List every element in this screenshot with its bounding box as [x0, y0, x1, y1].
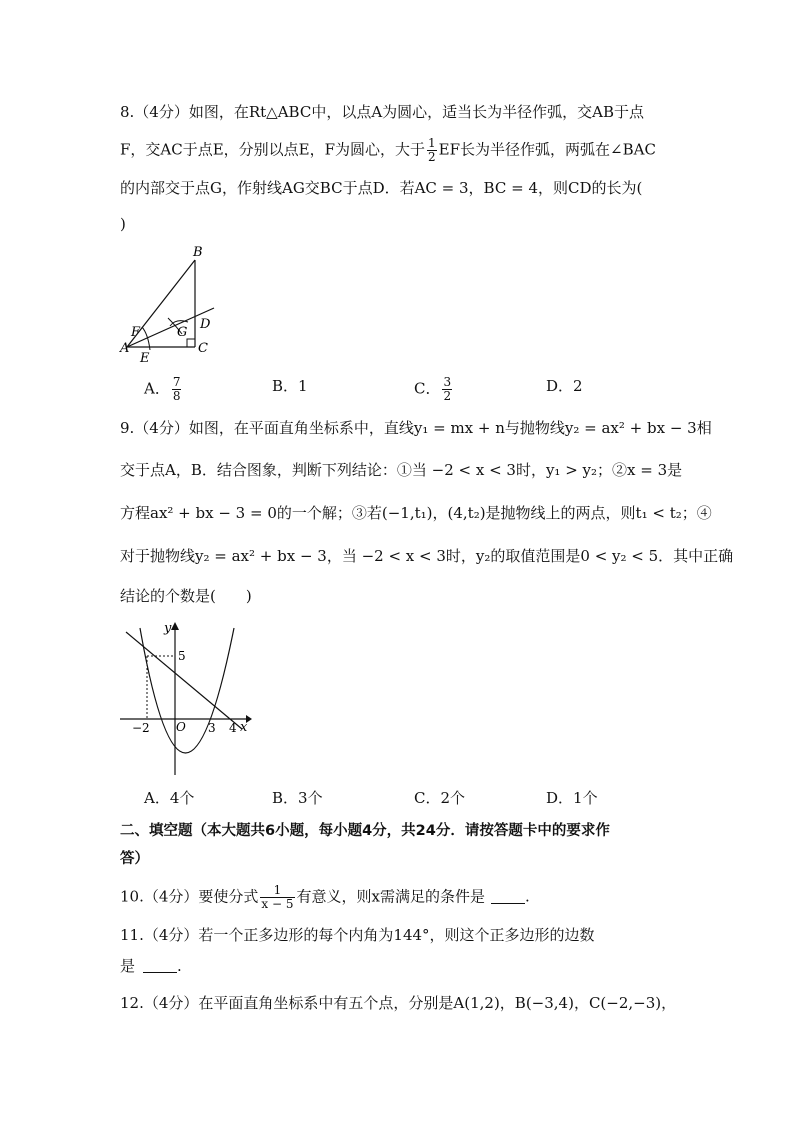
- q11-answer-blank[interactable]: [143, 958, 177, 973]
- q10-text-a: 10.（4分）要使分式: [120, 887, 259, 906]
- q8-line-2: [120, 137, 656, 164]
- q9-line-3: 方程ax² + bx − 3 = 0的一个解；③若(−1,t₁)，(4,t₂)是抛物线上的两点，则t₁ < t₂；④: [120, 504, 712, 522]
- q11-text-b: .: [177, 957, 182, 975]
- q10-frac-den: x − 5: [261, 897, 294, 911]
- label-origin: O: [176, 720, 186, 734]
- q9-line-4: 对于抛物线y₂ = ax² + bx − 3，当 −2 < x < 3时，y₂的取值范围是0 < y₂ < 5．其中正确: [120, 547, 734, 565]
- q8-option-a-den: 8: [172, 389, 181, 403]
- q10-fraction: [260, 884, 294, 911]
- q8-option-c-label: C．: [414, 379, 441, 398]
- q8-line-4: ): [120, 215, 126, 233]
- q8-line-2-a: F，交AC于点E，分别以点E，F为圆心，大于: [120, 140, 426, 159]
- label-x-axis: x: [240, 720, 248, 735]
- q8-option-c: [414, 376, 454, 403]
- q10-frac-num: 1: [260, 884, 294, 898]
- q8-frac-num: 1: [428, 136, 436, 150]
- q8-line-3: 的内部交于点G，作射线AG交BC于点D．若AC = 3，BC = 4，则CD的长为(: [120, 179, 643, 197]
- q8-option-c-num: 3: [443, 375, 452, 389]
- q11-line-2: [120, 956, 182, 976]
- q10-text-b: 有意义，则x需满足的条件是: [296, 887, 485, 906]
- q10-answer-blank[interactable]: [491, 889, 525, 904]
- section-2-heading-line-1: 二、填空题（本大题共6小题，每小题4分，共24分．请按答题卡中的要求作: [120, 823, 610, 839]
- q8-option-a-frac: [172, 376, 182, 403]
- q8-option-d: D．2: [546, 377, 583, 395]
- q9-graph-figure: [112, 618, 252, 778]
- q8-option-a-label: A．: [144, 379, 170, 398]
- q9-option-b: B．3个: [272, 789, 323, 807]
- q8-option-a: [144, 376, 183, 403]
- q9-option-d: D．1个: [546, 789, 598, 807]
- label-G: G: [177, 325, 188, 340]
- label-tick-3: 3: [208, 721, 216, 735]
- label-tick-4: 4: [229, 721, 237, 735]
- q9-line-2: 交于点A，B．结合图象，判断下列结论：①当 −2 < x < 3时，y₁ > y₂；②x = 3是: [120, 461, 683, 479]
- q11-line-1: 11.（4分）若一个正多边形的每个内角为144°，则这个正多边形的边数: [120, 926, 595, 944]
- q8-frac-den: 2: [428, 150, 436, 164]
- q8-option-c-frac: [442, 376, 452, 403]
- label-tick-neg2: −2: [132, 721, 150, 735]
- label-C: C: [198, 341, 208, 356]
- q12-line-1: 12.（4分）在平面直角坐标系中有五个点，分别是A(1,2)，B(−3,4)，C(−2,−3)，: [120, 994, 677, 1012]
- section-2-heading-line-2: 答）: [120, 851, 149, 867]
- q9-option-c: C．2个: [414, 789, 466, 807]
- label-E: E: [140, 351, 150, 365]
- label-F: F: [131, 325, 141, 340]
- q10-text-c: .: [524, 887, 530, 906]
- label-tick-5: 5: [178, 649, 186, 663]
- q8-option-b: B．1: [272, 377, 308, 395]
- q10-line: [120, 884, 530, 911]
- label-y-axis: y: [164, 621, 172, 636]
- q8-triangle-figure: [110, 240, 240, 365]
- q8-option-c-den: 2: [443, 389, 452, 403]
- q9-line-5: 结论的个数是( ): [120, 587, 252, 605]
- label-B: B: [193, 245, 203, 260]
- label-A: A: [120, 341, 130, 356]
- q8-line-1: 8.（4分）如图，在Rt△ABC中，以点A为圆心，适当长为半径作弧，交AB于点: [120, 103, 645, 121]
- q8-fraction-half: [427, 137, 437, 164]
- q9-line-1: 9.（4分）如图，在平面直角坐标系中，直线y₁ = mx + n与抛物线y₂ = ax² + bx − 3相: [120, 419, 712, 437]
- label-D: D: [200, 317, 211, 332]
- q9-option-a: A．4个: [144, 789, 195, 807]
- q11-text-a: 是: [120, 957, 136, 975]
- q8-line-2-b: EF长为半径作弧，两弧在∠BAC: [438, 140, 656, 159]
- q8-option-a-num: 7: [172, 375, 181, 389]
